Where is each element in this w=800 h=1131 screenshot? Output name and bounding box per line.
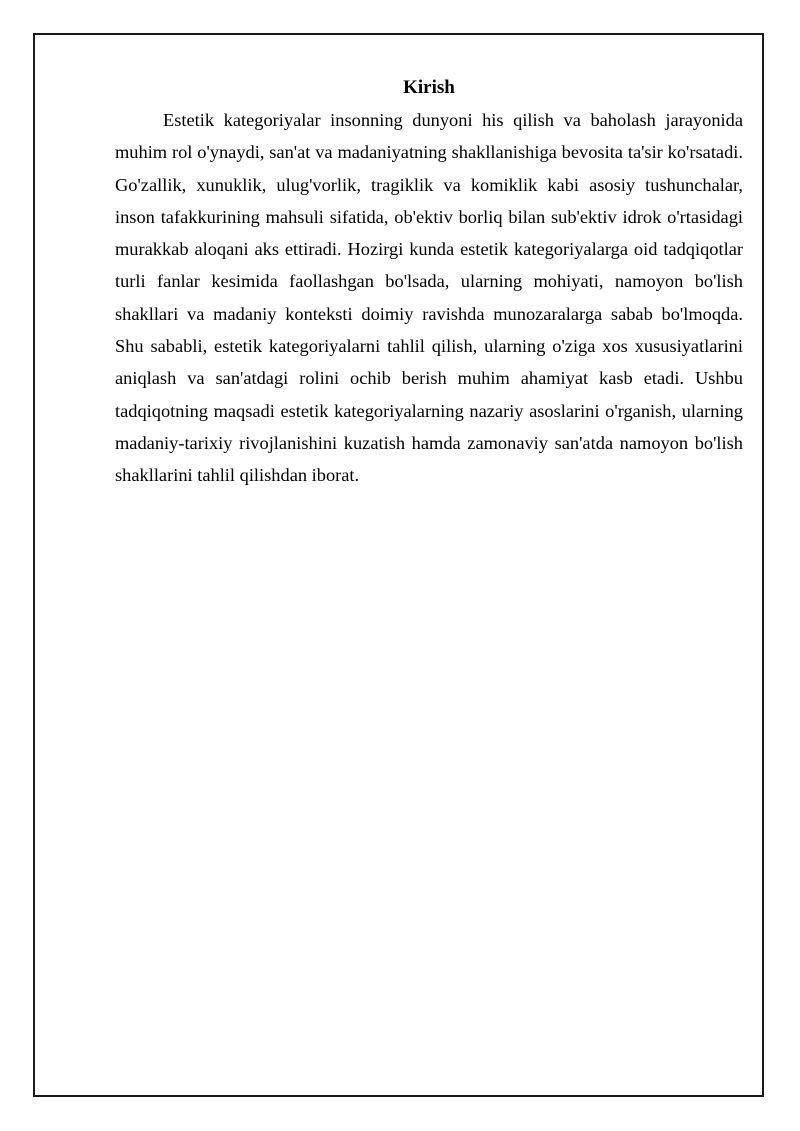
document-paragraph: Estetik kategoriyalar insonning dunyoni his qilish va baholash jarayonida muhim rol o'ynaydi, san'at va madaniyatning shakllanishiga bevosita ta'sir ko'rsatadi. Go'zallik, xunuklik, ulug'vorlik, tragiklik va komiklik kabi asosiy tushunchalar, inson tafakkurining mahsuli sifatida, ob'ektiv borliq bilan sub'ektiv idrok o'rtasidagi murakkab aloqani aks ettiradi. Hozirgi kunda estetik kategoriyalarga oid tadqiqotlar turli fanlar kesimida faollashgan bo'lsada, ularning mohiyati, namoyon bo'lish shakllari va madaniy konteksti doimiy ravishda munozaralarga sabab bo'lmoqda. Shu sababli, estetik kategoriyalarni tahlil qilish, ularning o'ziga xos xususiyatlarini aniqlash va san'atdagi rolini ochib berish muhim ahamiyat kasb etadi. Ushbu tadqiqotning maqsadi estetik kategoriyalarning nazariy asoslarini o'rganish, ularning madaniy-tarixiy rivojlanishini kuzatish hamda zamonaviy san'atda namoyon bo'lish shakllarini tahlil qilishdan iborat.	[115, 110, 743, 486]
document-content	[115, 74, 743, 492]
document-title: Kirish	[403, 77, 455, 98]
